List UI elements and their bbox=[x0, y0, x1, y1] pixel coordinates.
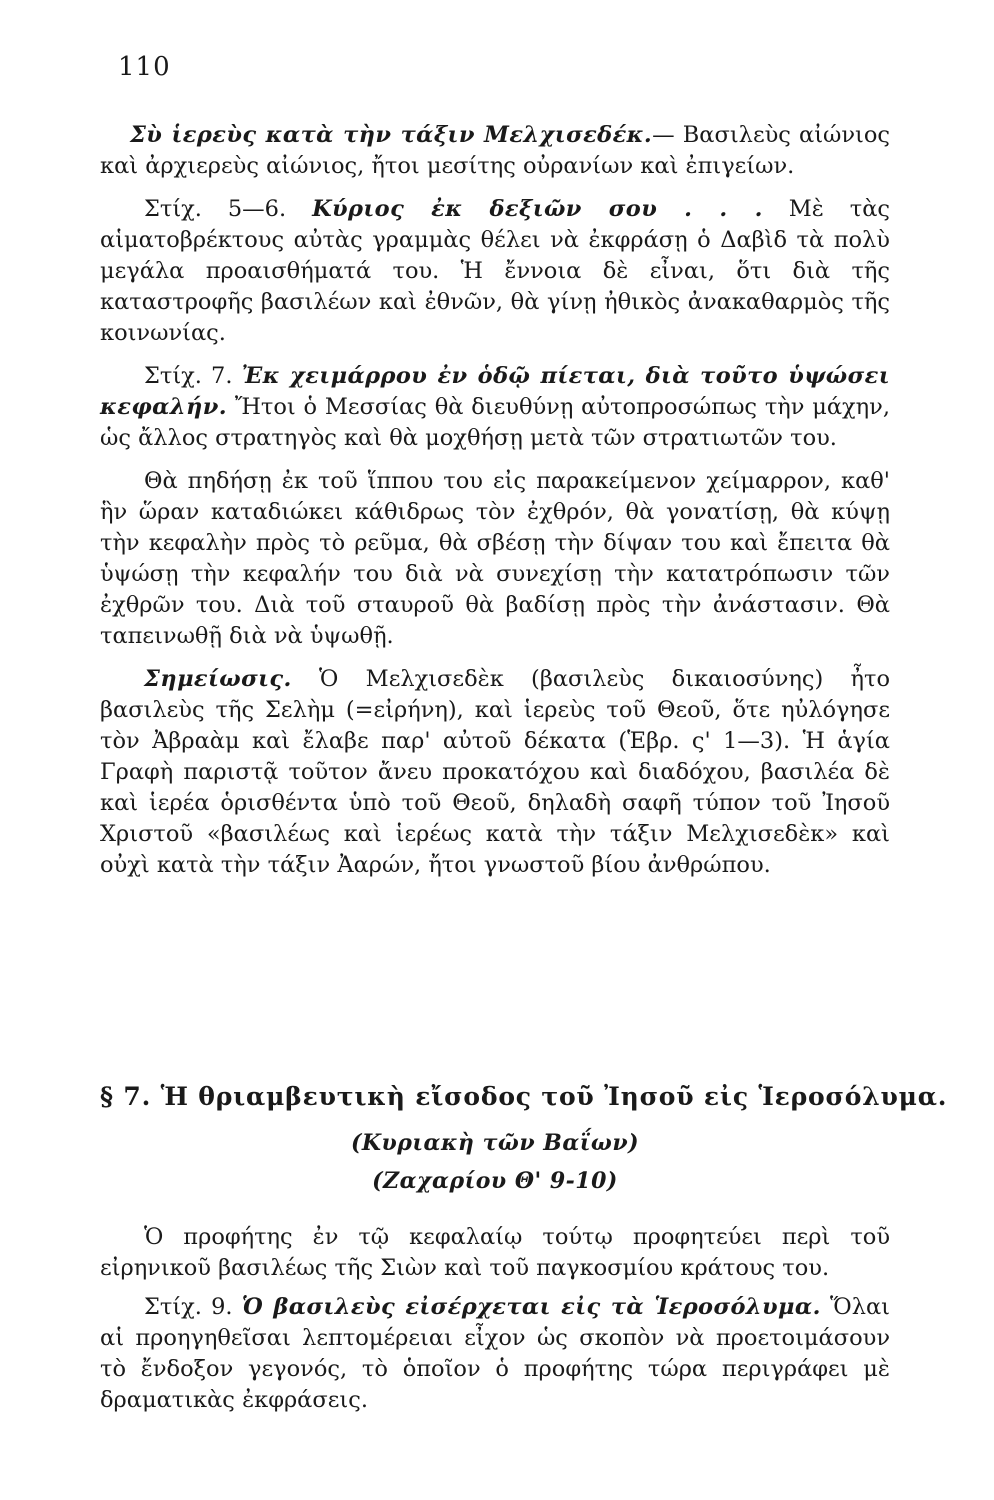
paragraph-stream bbox=[100, 466, 890, 652]
section-heading: § 7. Ἡ θριαμβευτικὴ εἴσοδος τοῦ Ἰησοῦ εἰς Ἱεροσόλυμα. bbox=[100, 1082, 948, 1111]
paragraph-text: Μὲ τὰς αἱματοβρέκτους αὐτὰς γραμμὰς θέλει νὰ ἐκφράσῃ ὁ Δαβὶδ τὰ πολὺ μεγάλα προαισθήματά του. Ἡ ἔννοια δὲ εἶναι, ὅτι διὰ τῆς καταστροφῆς βασιλέων καὶ ἐθνῶν, θὰ γίνῃ ἠθικὸς ἀνακαθαρμὸς τῆς κοινωνίας. bbox=[100, 196, 891, 346]
paragraph-text: Ὁ Μελχισεδὲκ (βασιλεὺς δικαιοσύνης) ἦτο βασιλεὺς τῆς Σελὴμ (=εἰρήνη), καὶ ἱερεὺς τοῦ Θεοῦ, ὅτε ηὐλόγησε τὸν Ἀβραὰμ καὶ ἔλαβε παρ' αὐτοῦ δέκατα (Ἑβρ. ς' 1—3). Ἡ ἁγία Γραφὴ παριστᾷ τοῦτον ἄνευ προκατόχου καὶ διαδόχου, βασιλέα δὲ καὶ ἱερέα ὁρισθέντα ὑπὸ τοῦ Θεοῦ, δηλαδὴ σαφῆ τύπον τοῦ Ἰησοῦ Χριστοῦ «βασιλέως καὶ ἱερέως κατὰ τὴν τάξιν Μελχισεδὲκ» καὶ οὐχὶ κατὰ τὴν τάξιν Ἀαρών, ἤτοι γνωστοῦ βίου ἀνθρώπου. bbox=[100, 666, 891, 878]
verse-quote: Ὁ βασιλεὺς εἰσέρχεται εἰς τὰ Ἱεροσόλυμα. bbox=[241, 1294, 821, 1320]
page-number: 110 bbox=[118, 52, 171, 82]
body-text-lower bbox=[100, 1222, 890, 1424]
section-subtitle-reference: (Ζαχαρίου Θ' 9-10) bbox=[372, 1168, 618, 1194]
verse-quote: Κύριος ἐκ δεξιῶν σου . . . bbox=[312, 196, 763, 222]
paragraph-text: Ἤτοι ὁ Μεσσίας θὰ διευθύνῃ αὐτοπροσώπως τὴν μάχην, ὡς ἄλλος στρατηγὸς καὶ θὰ μοχθήσῃ μετὰ τῶν στρατιωτῶν του. bbox=[100, 394, 890, 451]
paragraph-verse-5-6 bbox=[100, 194, 890, 349]
paragraph-verse-9 bbox=[100, 1292, 890, 1416]
paragraph-note bbox=[100, 664, 890, 881]
paragraph-text: Θὰ πηδήσῃ ἐκ τοῦ ἵππου του εἰς παρακείμενον χείμαρρον, καθ' ἣν ὥραν καταδιώκει κάθιδρως τὸν ἐχθρόν, θὰ γονατίσῃ, θὰ κύψῃ τὴν κεφαλὴν πρὸς τὸ ρεῦμα, θὰ σβέσῃ τὴν δίψαν του καὶ ἔπειτα θὰ ὑψώσῃ τὴν κεφαλήν του διὰ νὰ συνεχίσῃ τὴν κατατρόπωσιν τῶν ἐχθρῶν του. Διὰ τοῦ σταυροῦ θὰ βαδίσῃ πρὸς τὴν ἀνάστασιν. Θὰ ταπεινωθῇ διὰ νὰ ὑψωθῇ. bbox=[100, 468, 890, 649]
paragraph-text: Ὁ προφήτης ἐν τῷ κεφαλαίῳ τούτῳ προφητεύει περὶ τοῦ εἰρηνικοῦ βασιλέως τῆς Σιὼν καὶ τοῦ παγκοσμίου κράτους του. bbox=[100, 1224, 890, 1281]
paragraph-prophet bbox=[100, 1222, 890, 1284]
paragraph-text: Ὅλαι αἱ προηγηθεῖσαι λεπτομέρειαι εἶχον ὡς σκοπὸν νὰ προετοιμάσουν τὸ ἔνδοξον γεγονός, τὸ ὁποῖον ὁ προφήτης τώρα περιγράφει μὲ δραματικὰς ἐκφράσεις. bbox=[100, 1294, 890, 1413]
verse-quote: Σὺ ἱερεὺς κατὰ τὴν τάξιν Μελχισεδέκ. bbox=[130, 122, 653, 148]
paragraph-verse-7 bbox=[100, 361, 890, 454]
paragraph-melchisedek bbox=[100, 120, 890, 182]
note-label: Σημείωσις. bbox=[144, 666, 292, 692]
verse-quote: Ἐκ χειμάρρου ἐν ὁδῷ πίεται, διὰ τοῦτο ὑψώσει κεφαλήν. bbox=[100, 363, 890, 420]
body-text-upper bbox=[100, 120, 890, 893]
verse-reference: Στίχ. 5—6. bbox=[144, 196, 287, 222]
verse-reference: Στίχ. 9. bbox=[144, 1294, 233, 1320]
verse-reference: Στίχ. 7. bbox=[144, 363, 233, 389]
section-subtitle-sunday: (Κυριακὴ τῶν Βαΐων) bbox=[350, 1130, 640, 1156]
paragraph-text: — Βασιλεὺς αἰώνιος καὶ ἀρχιερεὺς αἰώνιος, ἤτοι μεσίτης οὐρανίων καὶ ἐπιγείων. bbox=[100, 122, 891, 179]
